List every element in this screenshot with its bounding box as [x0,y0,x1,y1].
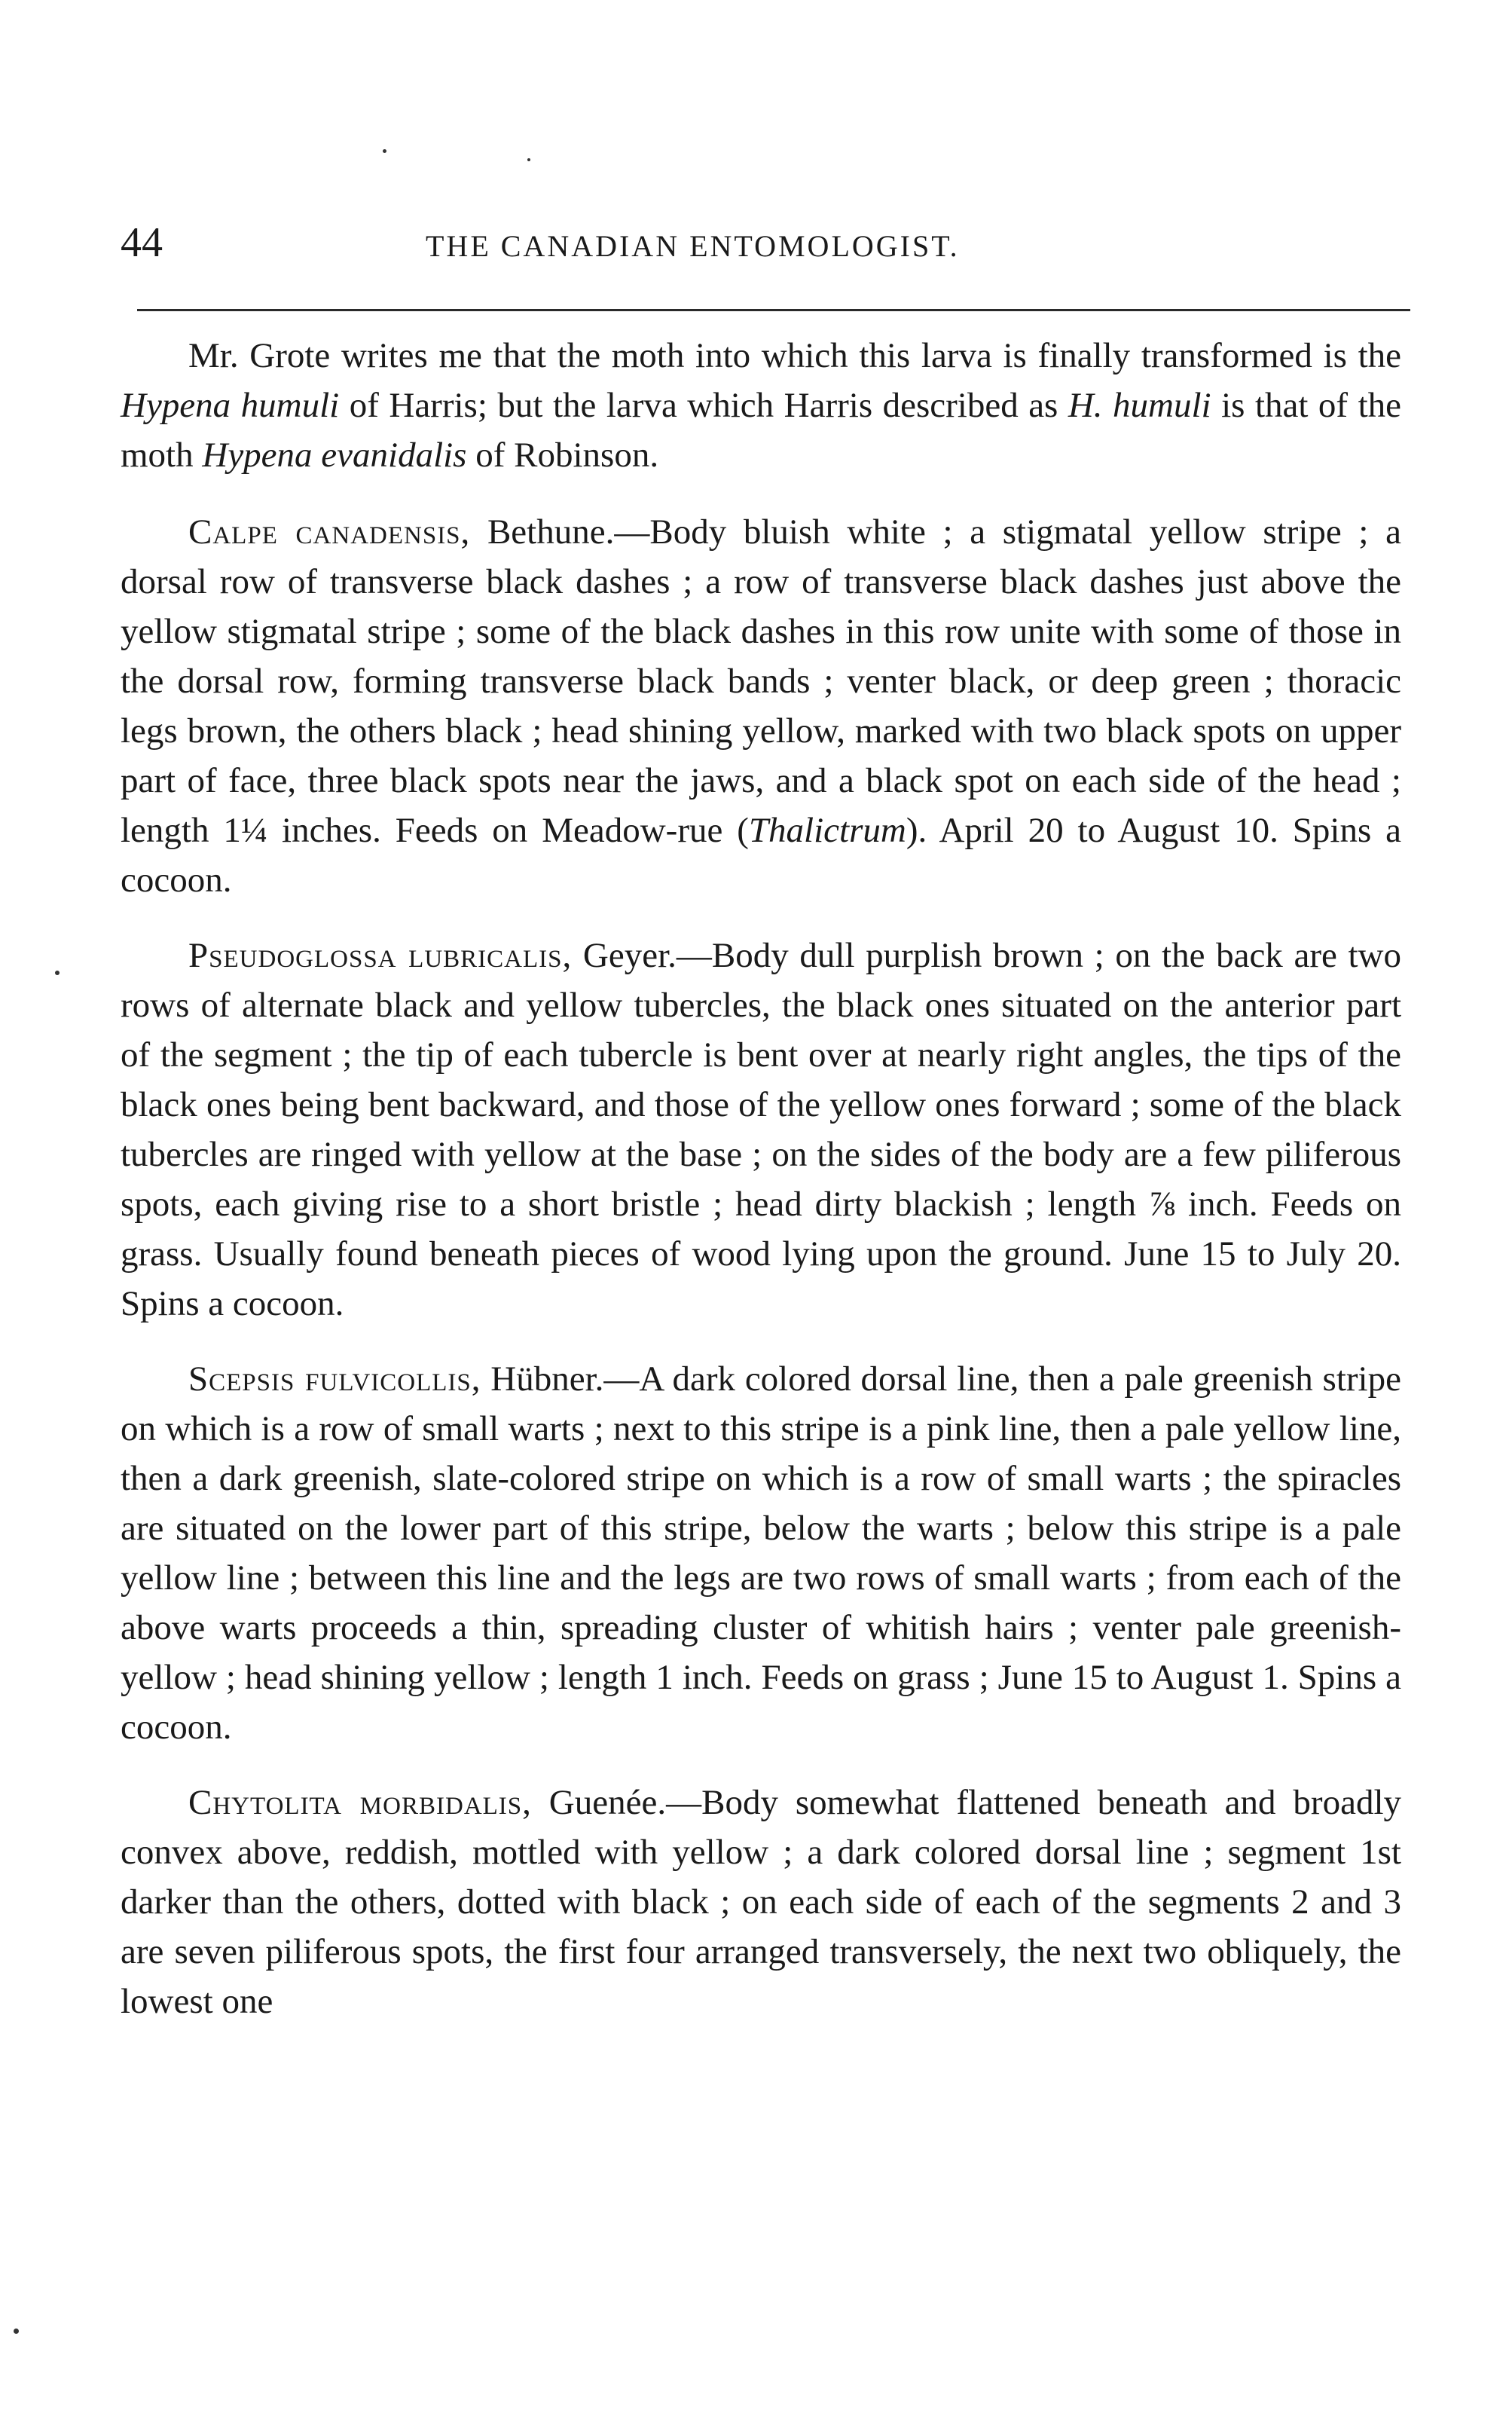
species-name: Scepsis fulvicollis, [188,1359,481,1399]
print-speck [383,149,386,153]
plant-name-italic: Thalictrum [748,811,906,850]
species-description: —Body somewhat flattened beneath and broadly convex above, reddish, mottled with yellow ; a dark colored dorsal line ; segment 1st darker than the others, dotted with black ; on each side of each of the segments 2 and 3 are seven piliferous spots, the first four arranged transversely, the next two obliquely, the lowest one [121,1783,1402,2021]
intro-text: Mr. Grote writes me that the moth into which this larva is finally transformed is the [188,336,1401,375]
species-author: Geyer. [572,936,677,975]
species-name-italic: Hypena humuli [121,386,340,425]
page-number: 44 [121,219,163,266]
intro-text: of Harris; but the larva which Harris described as [339,386,1068,425]
species-description: ). April 20 to August 10. Spins a cocoon. [121,811,1402,900]
intro-text: of Robinson. [466,436,659,475]
page [121,219,1401,2052]
species-name-italic: H. humuli [1068,386,1211,425]
print-speck [14,2329,19,2334]
intro-paragraph [121,331,1401,480]
intro-text: is that of the moth [121,386,1402,475]
species-description: —A dark colored dorsal line, then a pale greenish stripe on which is a row of small warts ; next to this stripe is a pink line, then a pale yellow line, then a dark greenish, slate-colored stripe on which is a row of small warts ; the spiracles are situated on the lower part of this stripe, below the warts ; below this stripe is a pale yellow line ; between this line and the legs are two rows of small warts ; from each of the above warts proceeds a thin, spreading cluster of whitish hairs ; venter pale greenish-yellow ; head shining yellow ; length 1 inch. Feeds on grass ; June 15 to August 1. Spins a cocoon. [121,1359,1401,1747]
species-name-italic: Hypena evanidalis [202,436,467,475]
species-entry-chytolita [121,1778,1401,2026]
species-description: —Body dull purplish brown ; on the back are two rows of alternate black and yellow tubercles, the black ones situated on the anterior part of the segment ; the tip of each tubercle is bent over at nearly right angles, the tips of the black ones being bent backward, and those of the yellow ones forward ; some of the black tubercles are ringed with yellow at the base ; on the sides of the body are a few piliferous spots, each giving rise to a short bristle ; head dirty blackish ; length ⅞ inch. Feeds on grass. Usually found beneath pieces of wood lying upon the ground. June 15 to July 20. Spins a cocoon. [121,936,1401,1323]
species-name: Calpe canadensis, [188,512,471,552]
species-author: Hübner. [481,1359,604,1399]
species-entry-pseudoglossa [121,931,1401,1329]
page-header [121,219,1401,279]
header-rule [137,309,1410,311]
running-title: THE CANADIAN ENTOMOLOGIST. [426,229,960,263]
species-description: —Body bluish white ; a stigmatal yellow stripe ; a dorsal row of transverse black dashes ; a row of transverse black dashes just above the yellow stigmatal stripe ; some of the black dashes in this row unite with some of those in the dorsal row, forming transverse black bands ; venter black, or deep green ; thoracic legs brown, the others black ; head shining yellow, marked with two black spots on upper part of face, three black spots near the jaws, and a black spot on each side of the head ; length 1¼ inches. Feeds on Meadow-rue ( [121,512,1401,850]
species-name: Pseudoglossa lubricalis, [188,936,573,975]
species-author: Guenée. [531,1783,667,1822]
species-entry-scepsis [121,1354,1401,1752]
species-entry-calpe [121,507,1401,905]
print-speck [527,158,530,161]
print-speck [55,971,60,975]
species-name: Chytolita morbidalis, [188,1783,532,1822]
species-author: Bethune. [470,512,615,552]
